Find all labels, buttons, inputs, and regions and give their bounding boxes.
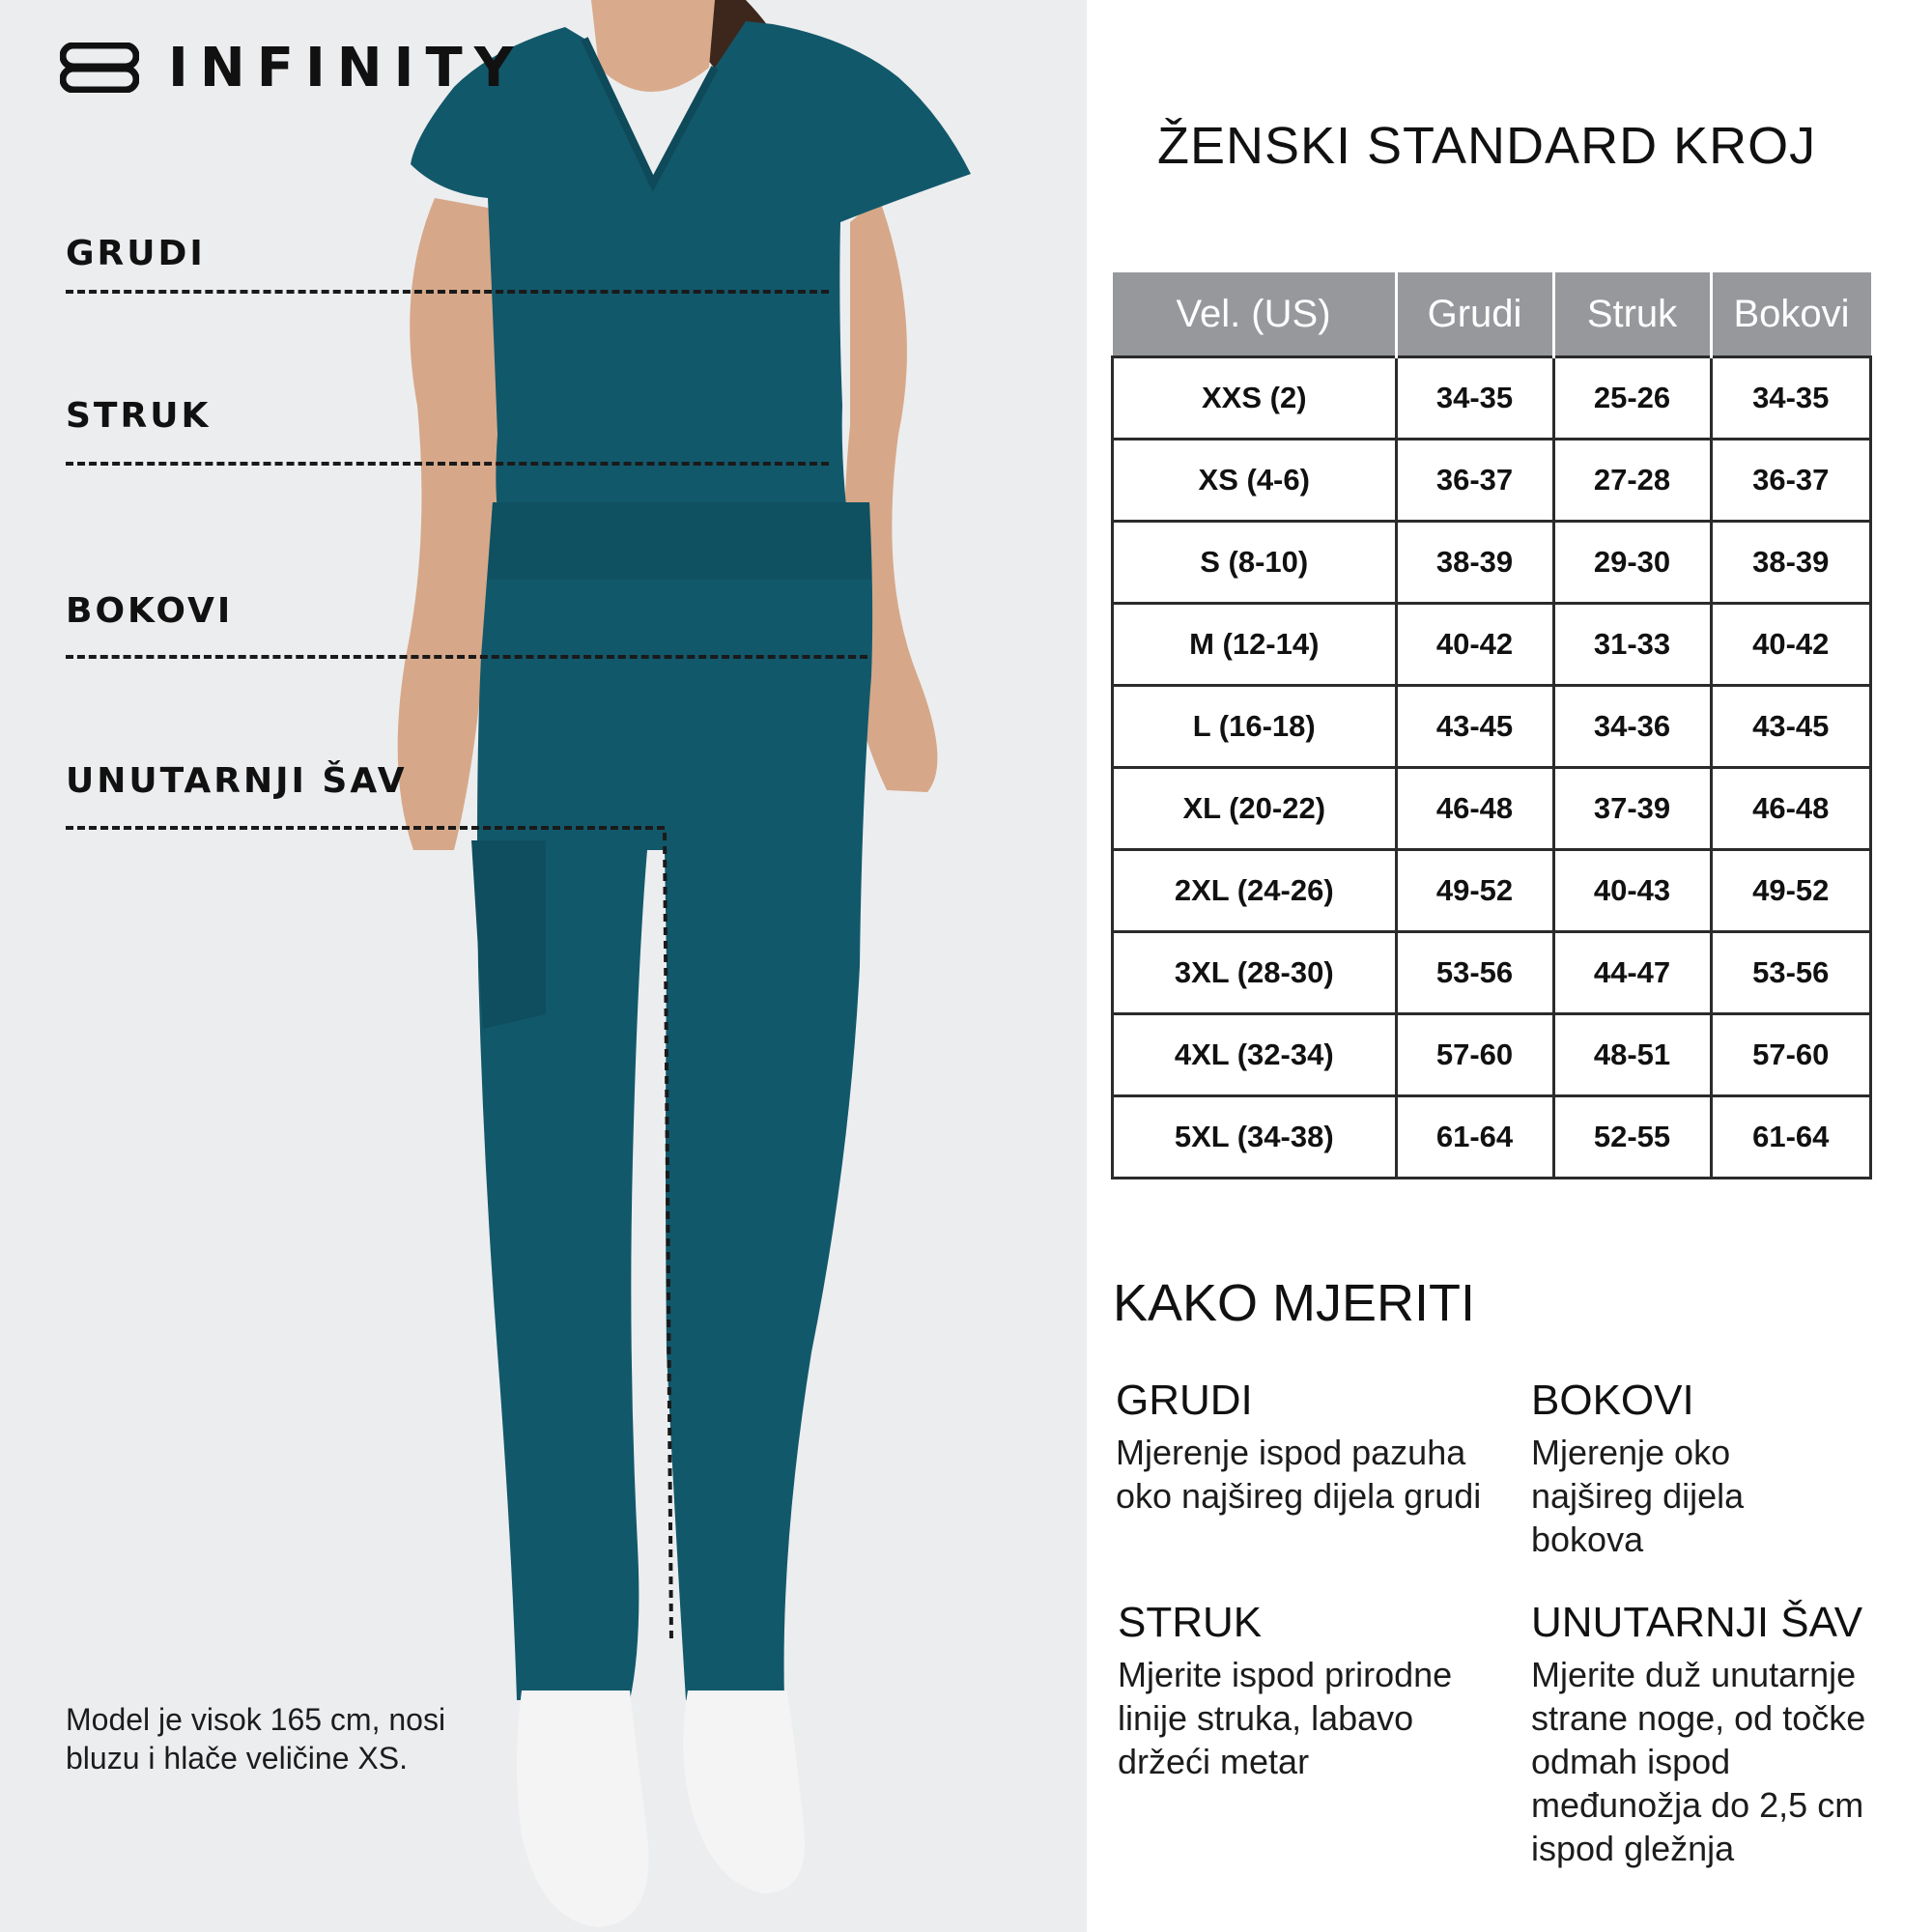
hips-dashed-line xyxy=(66,655,867,659)
waist-cell: 27-28 xyxy=(1553,440,1711,522)
header-waist: Struk xyxy=(1553,272,1711,357)
chest-cell: 43-45 xyxy=(1396,686,1553,768)
chest-cell: 49-52 xyxy=(1396,850,1553,932)
how-to-waist-heading: STRUK xyxy=(1118,1599,1263,1646)
chest-cell: 34-35 xyxy=(1396,357,1553,440)
table-row xyxy=(1113,850,1871,932)
waist-label: STRUK xyxy=(66,396,212,436)
table-header-row xyxy=(1113,272,1871,357)
hips-cell: 36-37 xyxy=(1711,440,1871,522)
how-to-measure-title: KAKO MJERITI xyxy=(1113,1274,1476,1332)
chest-cell: 40-42 xyxy=(1396,604,1553,686)
how-to-hips xyxy=(1531,1377,1850,1561)
hips-cell: 38-39 xyxy=(1711,522,1871,604)
hips-cell: 46-48 xyxy=(1711,768,1871,850)
page-title: ŽENSKI STANDARD KROJ xyxy=(1157,117,1817,175)
chest-cell: 36-37 xyxy=(1396,440,1553,522)
how-to-inseam-heading: UNUTARNJI ŠAV xyxy=(1531,1599,1863,1646)
chest-cell: 61-64 xyxy=(1396,1096,1553,1179)
header-chest: Grudi xyxy=(1396,272,1553,357)
table-row xyxy=(1113,604,1871,686)
size-cell: 4XL (32-34) xyxy=(1113,1014,1397,1096)
size-cell: XL (20-22) xyxy=(1113,768,1397,850)
waist-cell: 52-55 xyxy=(1553,1096,1711,1179)
how-to-inseam xyxy=(1531,1599,1898,1870)
model-right-shoe xyxy=(683,1690,805,1893)
waist-cell: 48-51 xyxy=(1553,1014,1711,1096)
table-row xyxy=(1113,522,1871,604)
header-hips: Bokovi xyxy=(1711,272,1871,357)
chest-label: GRUDI xyxy=(66,234,206,273)
inseam-label: UNUTARNJI ŠAV xyxy=(66,761,408,801)
size-cell: 3XL (28-30) xyxy=(1113,932,1397,1014)
waist-cell: 25-26 xyxy=(1553,357,1711,440)
hips-cell: 61-64 xyxy=(1711,1096,1871,1179)
waist-dashed-line xyxy=(66,462,829,466)
size-cell: XXS (2) xyxy=(1113,357,1397,440)
model-neck xyxy=(591,0,715,92)
scrub-pants xyxy=(477,502,872,1700)
model-note: Model je visok 165 cm, nosi bluzu i hlače veličine XS. xyxy=(66,1702,446,1776)
brand-name: INFINITY xyxy=(168,36,526,99)
hips-cell: 57-60 xyxy=(1711,1014,1871,1096)
chest-cell: 57-60 xyxy=(1396,1014,1553,1096)
hips-cell: 53-56 xyxy=(1711,932,1871,1014)
infinity-logo-icon xyxy=(60,43,139,93)
waist-cell: 44-47 xyxy=(1553,932,1711,1014)
chest-dashed-line xyxy=(66,290,829,294)
header-size: Vel. (US) xyxy=(1113,272,1397,357)
size-cell: M (12-14) xyxy=(1113,604,1397,686)
table-row xyxy=(1113,440,1871,522)
table-row xyxy=(1113,686,1871,768)
how-to-chest xyxy=(1116,1377,1502,1518)
how-to-hips-heading: BOKOVI xyxy=(1531,1377,1694,1424)
chest-cell: 46-48 xyxy=(1396,768,1553,850)
size-cell: L (16-18) xyxy=(1113,686,1397,768)
waist-cell: 34-36 xyxy=(1553,686,1711,768)
table-row xyxy=(1113,1014,1871,1096)
waist-cell: 40-43 xyxy=(1553,850,1711,932)
hips-cell: 49-52 xyxy=(1711,850,1871,932)
table-row xyxy=(1113,1096,1871,1179)
waist-cell: 37-39 xyxy=(1553,768,1711,850)
how-to-hips-text: Mjerenje oko najšireg dijela bokova xyxy=(1531,1433,1745,1559)
how-to-chest-text: Mjerenje ispod pazuha oko najšireg dijela grudi xyxy=(1116,1433,1482,1516)
size-table xyxy=(1111,272,1872,1179)
size-cell: 5XL (34-38) xyxy=(1113,1096,1397,1179)
chest-cell: 53-56 xyxy=(1396,932,1553,1014)
hips-label: BOKOVI xyxy=(66,591,234,631)
size-cell: S (8-10) xyxy=(1113,522,1397,604)
how-to-waist xyxy=(1118,1599,1504,1783)
how-to-inseam-text: Mjerite duž unutarnje strane noge, od točke odmah ispod međunožja do 2,5 cm ispod gležnja xyxy=(1531,1655,1866,1868)
table-row xyxy=(1113,357,1871,440)
table-row xyxy=(1113,768,1871,850)
how-to-waist-text: Mjerite ispod prirodne linije struka, labavo držeći metar xyxy=(1118,1655,1453,1781)
chest-cell: 38-39 xyxy=(1396,522,1553,604)
pants-pocket xyxy=(471,840,546,1029)
hips-cell: 43-45 xyxy=(1711,686,1871,768)
size-cell: XS (4-6) xyxy=(1113,440,1397,522)
inseam-dashed-line-horizontal xyxy=(66,826,665,830)
hips-cell: 34-35 xyxy=(1711,357,1871,440)
size-cell: 2XL (24-26) xyxy=(1113,850,1397,932)
brand-logo xyxy=(60,36,526,99)
hips-cell: 40-42 xyxy=(1711,604,1871,686)
table-row xyxy=(1113,932,1871,1014)
pants-waistband xyxy=(488,502,871,580)
waist-cell: 31-33 xyxy=(1553,604,1711,686)
waist-cell: 29-30 xyxy=(1553,522,1711,604)
how-to-chest-heading: GRUDI xyxy=(1116,1377,1253,1424)
model-left-shoe xyxy=(517,1690,648,1927)
